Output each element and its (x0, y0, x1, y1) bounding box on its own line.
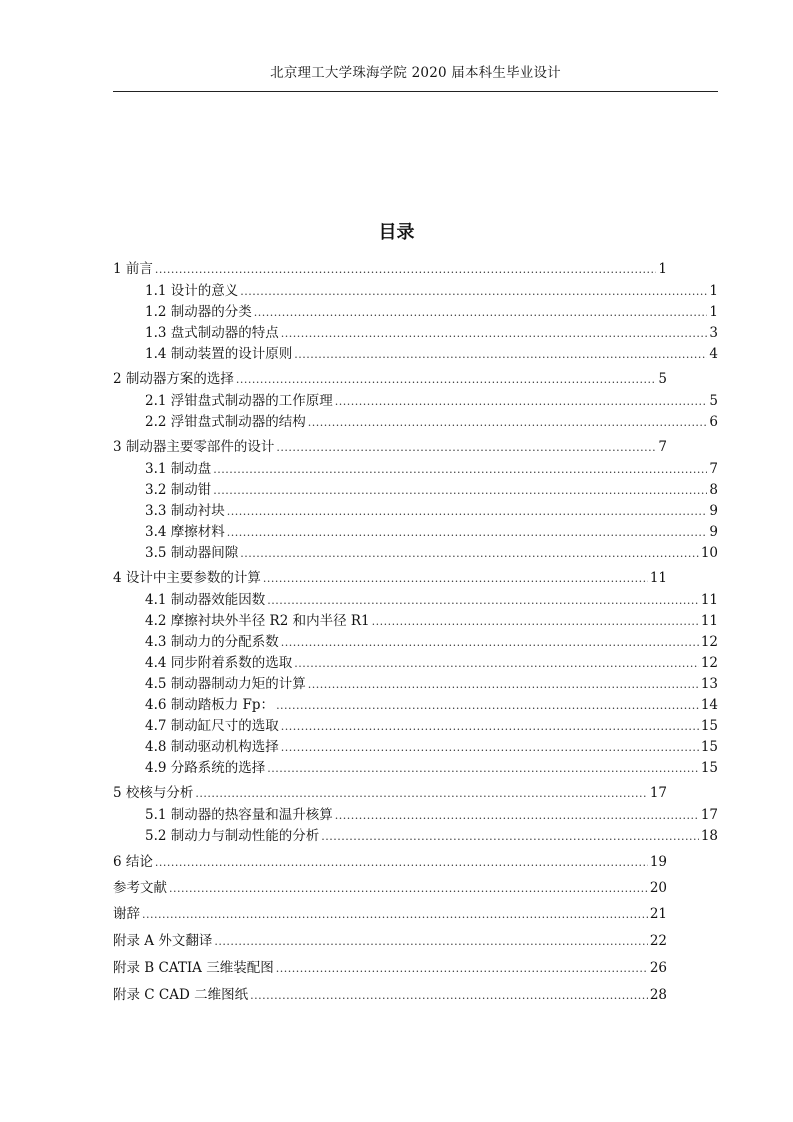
toc-dot-leader (240, 282, 707, 302)
toc-page-number: 9 (709, 503, 718, 519)
toc-dot-leader (213, 460, 707, 480)
toc-section-entry[interactable] (145, 716, 718, 736)
toc-page-number: 26 (649, 960, 667, 976)
toc-entry-label: 3.2 制动钳 (145, 482, 212, 498)
toc-page-number: 18 (700, 828, 718, 844)
toc-dot-leader (281, 324, 708, 344)
page-header: 北京理工大学珠海学院 2020 届本科生毕业设计 (270, 65, 561, 81)
toc-entry-label: 2.1 浮钳盘式制动器的工作原理 (145, 393, 333, 409)
toc-dot-leader (250, 986, 648, 1006)
toc-dot-leader (254, 303, 708, 323)
toc-entry-label: 1.2 制动器的分类 (145, 304, 252, 320)
toc-entry-label: 5 校核与分析 (113, 785, 194, 801)
toc-page-number: 17 (700, 807, 718, 823)
toc-entry-label: 1.1 设计的意义 (145, 283, 239, 299)
toc-entry-label: 1.3 盘式制动器的特点 (145, 325, 279, 341)
toc-dot-leader (195, 784, 647, 804)
toc-dot-leader (276, 959, 648, 979)
toc-title: 目录 (378, 222, 415, 243)
toc-entry-label: 附录 B CATIA 三维装配图 (113, 960, 274, 976)
toc-dot-leader (308, 675, 699, 695)
toc-section-entry[interactable] (145, 805, 718, 825)
toc-dot-leader (276, 696, 699, 716)
toc-page-number: 17 (649, 785, 667, 801)
toc-chapter-entry[interactable] (113, 985, 667, 1005)
toc-page-number: 9 (709, 524, 718, 540)
toc-page-number: 1 (658, 261, 667, 277)
toc-page-number: 6 (709, 414, 718, 430)
toc-page-number: 14 (700, 697, 718, 713)
toc-dot-leader (308, 413, 708, 433)
toc-page-number: 15 (700, 718, 718, 734)
toc-page-number: 7 (709, 461, 718, 477)
toc-section-entry[interactable] (145, 695, 718, 715)
toc-entry-label: 附录 C CAD 二维图纸 (113, 987, 249, 1003)
toc-entry-label: 3.5 制动器间隙 (145, 545, 239, 561)
toc-entry-label: 2.2 浮钳盘式制动器的结构 (145, 414, 306, 430)
toc-page-number: 5 (658, 371, 667, 387)
toc-page-number: 20 (649, 880, 667, 896)
toc-section-entry[interactable] (145, 522, 718, 542)
toc-dot-leader (227, 523, 708, 543)
toc-section-entry[interactable] (145, 480, 718, 500)
toc-page-number: 7 (658, 439, 667, 455)
toc-page-number: 28 (649, 987, 667, 1003)
toc-page-number: 8 (709, 482, 718, 498)
toc-section-entry[interactable] (145, 737, 718, 757)
toc-dot-leader (155, 260, 657, 280)
toc-chapter-entry[interactable] (113, 369, 667, 389)
toc-chapter-entry[interactable] (113, 931, 667, 951)
toc-page-number: 21 (649, 906, 667, 922)
toc-dot-leader (294, 345, 707, 365)
toc-dot-leader (321, 827, 699, 847)
toc-entry-label: 附录 A 外文翻译 (113, 933, 213, 949)
toc-dot-leader (335, 392, 708, 412)
toc-page-number: 1 (709, 283, 718, 299)
toc-dot-leader (281, 633, 699, 653)
toc-entry-label: 5.2 制动力与制动性能的分析 (145, 828, 320, 844)
toc-section-entry[interactable] (145, 590, 718, 610)
toc-entry-label: 4.3 制动力的分配系数 (145, 634, 279, 650)
toc-section-entry[interactable] (145, 758, 718, 778)
toc-dot-leader (263, 569, 648, 589)
toc-entry-label: 4.9 分路系统的选择 (145, 760, 266, 776)
toc-dot-leader (213, 481, 707, 501)
toc-entry-label: 3.4 摩擦材料 (145, 524, 225, 540)
toc-section-entry[interactable] (145, 281, 718, 301)
toc-entry-label: 1.4 制动装置的设计原则 (145, 346, 293, 362)
toc-entry-label: 4.8 制动驱动机构选择 (145, 739, 279, 755)
toc-entry-label: 4.5 制动器制动力矩的计算 (145, 676, 306, 692)
toc-chapter-entry[interactable] (113, 878, 667, 898)
toc-section-entry[interactable] (145, 459, 718, 479)
toc-dot-leader (281, 738, 699, 758)
toc-dot-leader (335, 806, 699, 826)
toc-entry-label: 4.1 制动器效能因数 (145, 592, 266, 608)
toc-page-number: 3 (709, 325, 718, 341)
toc-section-entry[interactable] (145, 323, 718, 343)
toc-page-number: 13 (700, 676, 718, 692)
toc-section-entry[interactable] (145, 653, 718, 673)
toc-page-number: 15 (700, 760, 718, 776)
toc-entry-label: 3.3 制动衬块 (145, 503, 225, 519)
toc-section-entry[interactable] (145, 501, 718, 521)
toc-page-number: 11 (700, 592, 718, 608)
toc-page-number: 11 (649, 570, 667, 586)
toc-entry-label: 4 设计中主要参数的计算 (113, 570, 261, 586)
toc-entry-label: 5.1 制动器的热容量和温升核算 (145, 807, 333, 823)
toc-page-number: 10 (700, 545, 718, 561)
toc-section-entry[interactable] (145, 412, 718, 432)
toc-chapter-entry[interactable] (113, 783, 667, 803)
toc-section-entry[interactable] (145, 344, 718, 364)
toc-dot-leader (372, 612, 699, 632)
toc-dot-leader (267, 591, 699, 611)
toc-entry-label: 2 制动器方案的选择 (113, 371, 234, 387)
toc-entry-label: 3.1 制动盘 (145, 461, 212, 477)
toc-chapter-entry[interactable] (113, 852, 667, 872)
toc-entry-label: 1 前言 (113, 261, 153, 277)
toc-section-entry[interactable] (145, 302, 718, 322)
toc-entry-label: 参考文献 (113, 880, 167, 896)
toc-dot-leader (227, 502, 708, 522)
toc-dot-leader (214, 932, 647, 952)
toc-dot-leader (155, 853, 648, 873)
toc-entry-label: 4.4 同步附着系数的选取 (145, 655, 293, 671)
toc-entry-label: 4.7 制动缸尺寸的选取 (145, 718, 279, 734)
toc-section-entry[interactable] (145, 632, 718, 652)
toc-page-number: 1 (709, 304, 718, 320)
toc-chapter-entry[interactable] (113, 259, 667, 279)
toc-dot-leader (276, 438, 656, 458)
toc-section-entry[interactable] (145, 543, 718, 563)
toc-entry-label: 3 制动器主要零部件的设计 (113, 439, 275, 455)
toc-section-entry[interactable] (145, 826, 718, 846)
toc-dot-leader (169, 879, 648, 899)
toc-chapter-entry[interactable] (113, 904, 667, 924)
toc-dot-leader (281, 717, 699, 737)
toc-dot-leader (294, 654, 699, 674)
toc-dot-leader (236, 370, 657, 390)
toc-page-number: 12 (700, 655, 718, 671)
toc-dot-leader (267, 759, 699, 779)
toc-chapter-entry[interactable] (113, 958, 667, 978)
toc-chapter-entry[interactable] (113, 568, 667, 588)
toc-section-entry[interactable] (145, 674, 718, 694)
toc-page-number: 5 (709, 393, 718, 409)
toc-dot-leader (240, 544, 699, 564)
toc-dot-leader (142, 905, 648, 925)
toc-page-number: 19 (649, 854, 667, 870)
toc-section-entry[interactable] (145, 391, 718, 411)
toc-page-number: 22 (649, 933, 667, 949)
toc-entry-label: 4.2 摩擦衬块外半径 R2 和内半径 R1 (145, 613, 370, 629)
toc-page-number: 15 (700, 739, 718, 755)
toc-entry-label: 6 结论 (113, 854, 153, 870)
toc-entry-label: 谢辞 (113, 906, 140, 922)
toc-entry-label: 4.6 制动踏板力 Fp： (145, 697, 275, 713)
toc-page-number: 4 (709, 346, 718, 362)
toc-chapter-entry[interactable] (113, 437, 667, 457)
toc-page-number: 11 (700, 613, 718, 629)
toc-section-entry[interactable] (145, 611, 718, 631)
toc-page-number: 12 (700, 634, 718, 650)
